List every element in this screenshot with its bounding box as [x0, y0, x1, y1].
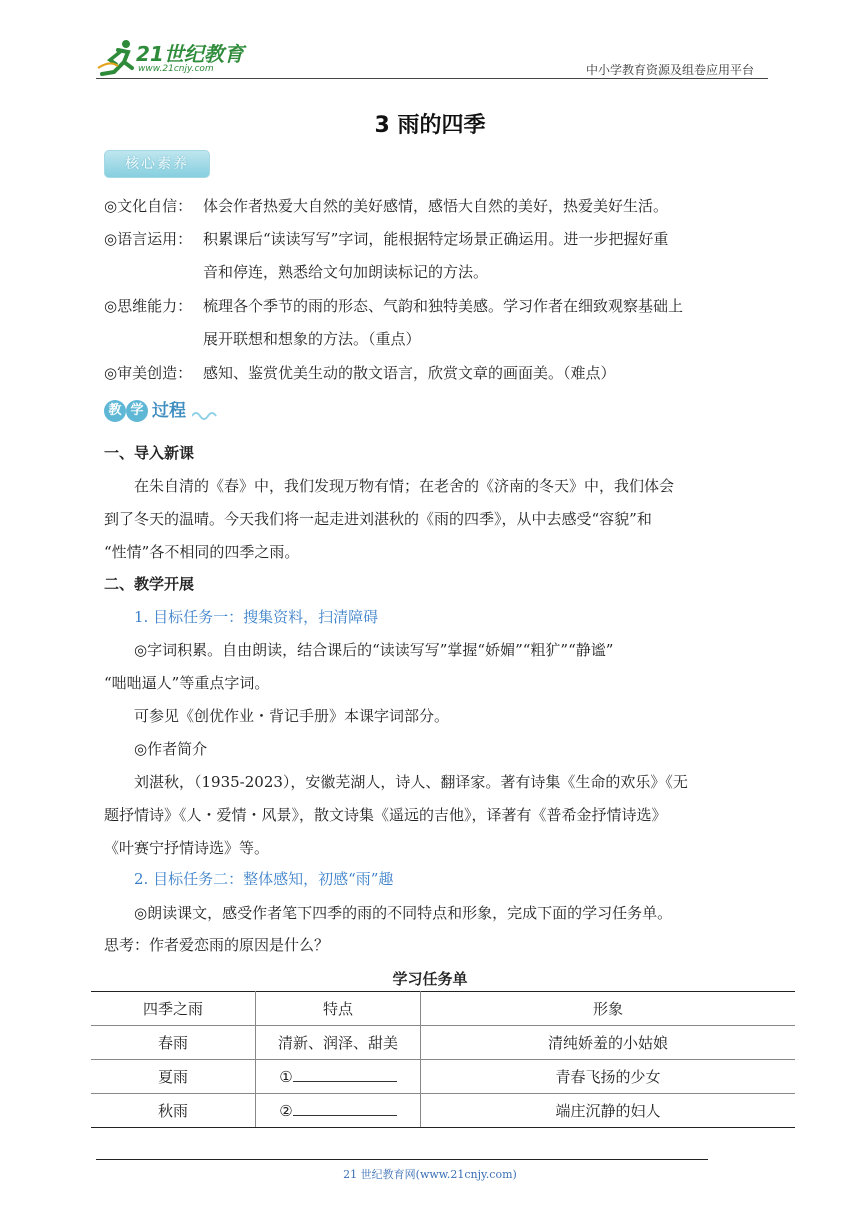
header-divider	[96, 78, 768, 79]
objective-label: ◎语言运用：	[104, 230, 193, 248]
objective-label: ◎审美创造：	[104, 364, 193, 382]
section-heading: 二、教学开展	[104, 575, 195, 593]
intro-line: 在朱自清的《春》中，我们发现万物有情；在老舍的《济南的冬天》中，我们体会	[134, 477, 675, 495]
objective-label: ◎思维能力：	[104, 297, 193, 315]
task-table	[91, 991, 795, 1128]
objective-text: 梳理各个季节的雨的形态、气韵和独特美感。学习作者在细致观察基础上	[203, 297, 684, 315]
table-cell: 清新、润泽、甜美	[256, 1026, 421, 1060]
header-platform-text: 中小学教育资源及组卷应用平台	[585, 63, 754, 77]
table-cell: 秋雨	[91, 1094, 256, 1128]
table-row	[91, 1060, 795, 1094]
table-cell: 夏雨	[91, 1060, 256, 1094]
objective-text: 音和停连，熟悉给文句加朗读标记的方法。	[203, 263, 489, 281]
logo-text: 21世纪教育	[136, 42, 244, 66]
reading-line: ◎朗读课文，感受作者笔下四季的雨的不同特点和形象，完成下面的学习任务单。	[134, 904, 673, 922]
table-cell: 春雨	[91, 1026, 256, 1060]
table-cell: 端庄沉静的妇人	[421, 1094, 796, 1128]
site-logo[interactable]	[96, 34, 266, 82]
vocab-line: ◎字词积累。自由朗读，结合课后的“读读写写”掌握“娇媚”“粗犷”“静谧”	[134, 641, 614, 659]
blank-marker: ①	[279, 1068, 293, 1086]
table-cell-blank[interactable]	[256, 1094, 421, 1128]
reference-line: 可参见《创优作业・背记手册》本课字词部分。	[134, 707, 450, 725]
table-row	[91, 1094, 795, 1128]
table-caption: 学习任务单	[392, 970, 468, 988]
reading-line: 思考：作者爱恋雨的原因是什么？	[104, 936, 330, 954]
footer-divider	[96, 1159, 708, 1160]
table-header-cell: 四季之雨	[91, 992, 256, 1026]
wave-decoration-icon	[192, 410, 218, 420]
teaching-process-badge	[104, 400, 224, 424]
core-literacy-badge	[104, 150, 210, 178]
intro-line: 到了冬天的温晴。今天我们将一起走进刘湛秋的《雨的四季》，从中去感受“容貌”和	[104, 510, 652, 528]
author-line: 《叶赛宁抒情诗选》等。	[104, 839, 270, 857]
author-title: ◎作者简介	[134, 740, 208, 758]
objective-text: 体会作者热爱大自然的美好感情，感悟大自然的美好，热爱美好生活。	[203, 197, 669, 215]
logo-url: www.21cnjy.com	[138, 64, 214, 74]
table-cell: 青春飞扬的少女	[421, 1060, 796, 1094]
badge-rest: 过程	[152, 401, 186, 421]
table-header-cell: 特点	[256, 992, 421, 1026]
objective-text: 积累课后“读读写写”字词，能根据特定场景正确运用。进一步把握好重	[203, 230, 669, 248]
table-cell-blank[interactable]	[256, 1060, 421, 1094]
footer-text[interactable]: 21 世纪教育网(www.21cnjy.com)	[343, 1168, 517, 1181]
section-heading: 一、导入新课	[104, 444, 195, 462]
badge-char-2: 学	[126, 400, 148, 422]
core-literacy-label: 核心素养	[125, 156, 189, 172]
table-cell: 清纯娇羞的小姑娘	[421, 1026, 796, 1060]
author-line: 刘湛秋，（1935-2023），安徽芜湖人，诗人、翻译家。著有诗集《生命的欢乐》《无	[134, 773, 688, 791]
author-line: 题抒情诗》《人・爱情・风景》，散文诗集《遥远的吉他》，译著有《普希金抒情诗选》	[104, 806, 667, 824]
intro-line: “性情”各不相同的四季之雨。	[104, 543, 300, 561]
objective-text: 展开联想和想象的方法。（重点）	[203, 330, 421, 348]
table-header-cell: 形象	[421, 992, 796, 1026]
task-heading: 2. 目标任务二：整体感知，初感“雨”趣	[134, 870, 394, 888]
page-title: 3 雨的四季	[374, 113, 486, 138]
table-row	[91, 1026, 795, 1060]
runner-logo-icon	[96, 38, 140, 78]
task-heading: 1. 目标任务一：搜集资料，扫清障碍	[134, 608, 379, 626]
fill-blank-line[interactable]	[293, 1101, 397, 1116]
table-header-row	[91, 992, 795, 1026]
blank-marker: ②	[279, 1102, 293, 1120]
fill-blank-line[interactable]	[293, 1067, 397, 1082]
vocab-line: “咄咄逼人”等重点字词。	[104, 674, 270, 692]
objective-text: 感知、鉴赏优美生动的散文语言，欣赏文章的画面美。（难点）	[203, 364, 616, 382]
badge-char-1: 教	[104, 400, 126, 422]
objective-label: ◎文化自信：	[104, 197, 193, 215]
